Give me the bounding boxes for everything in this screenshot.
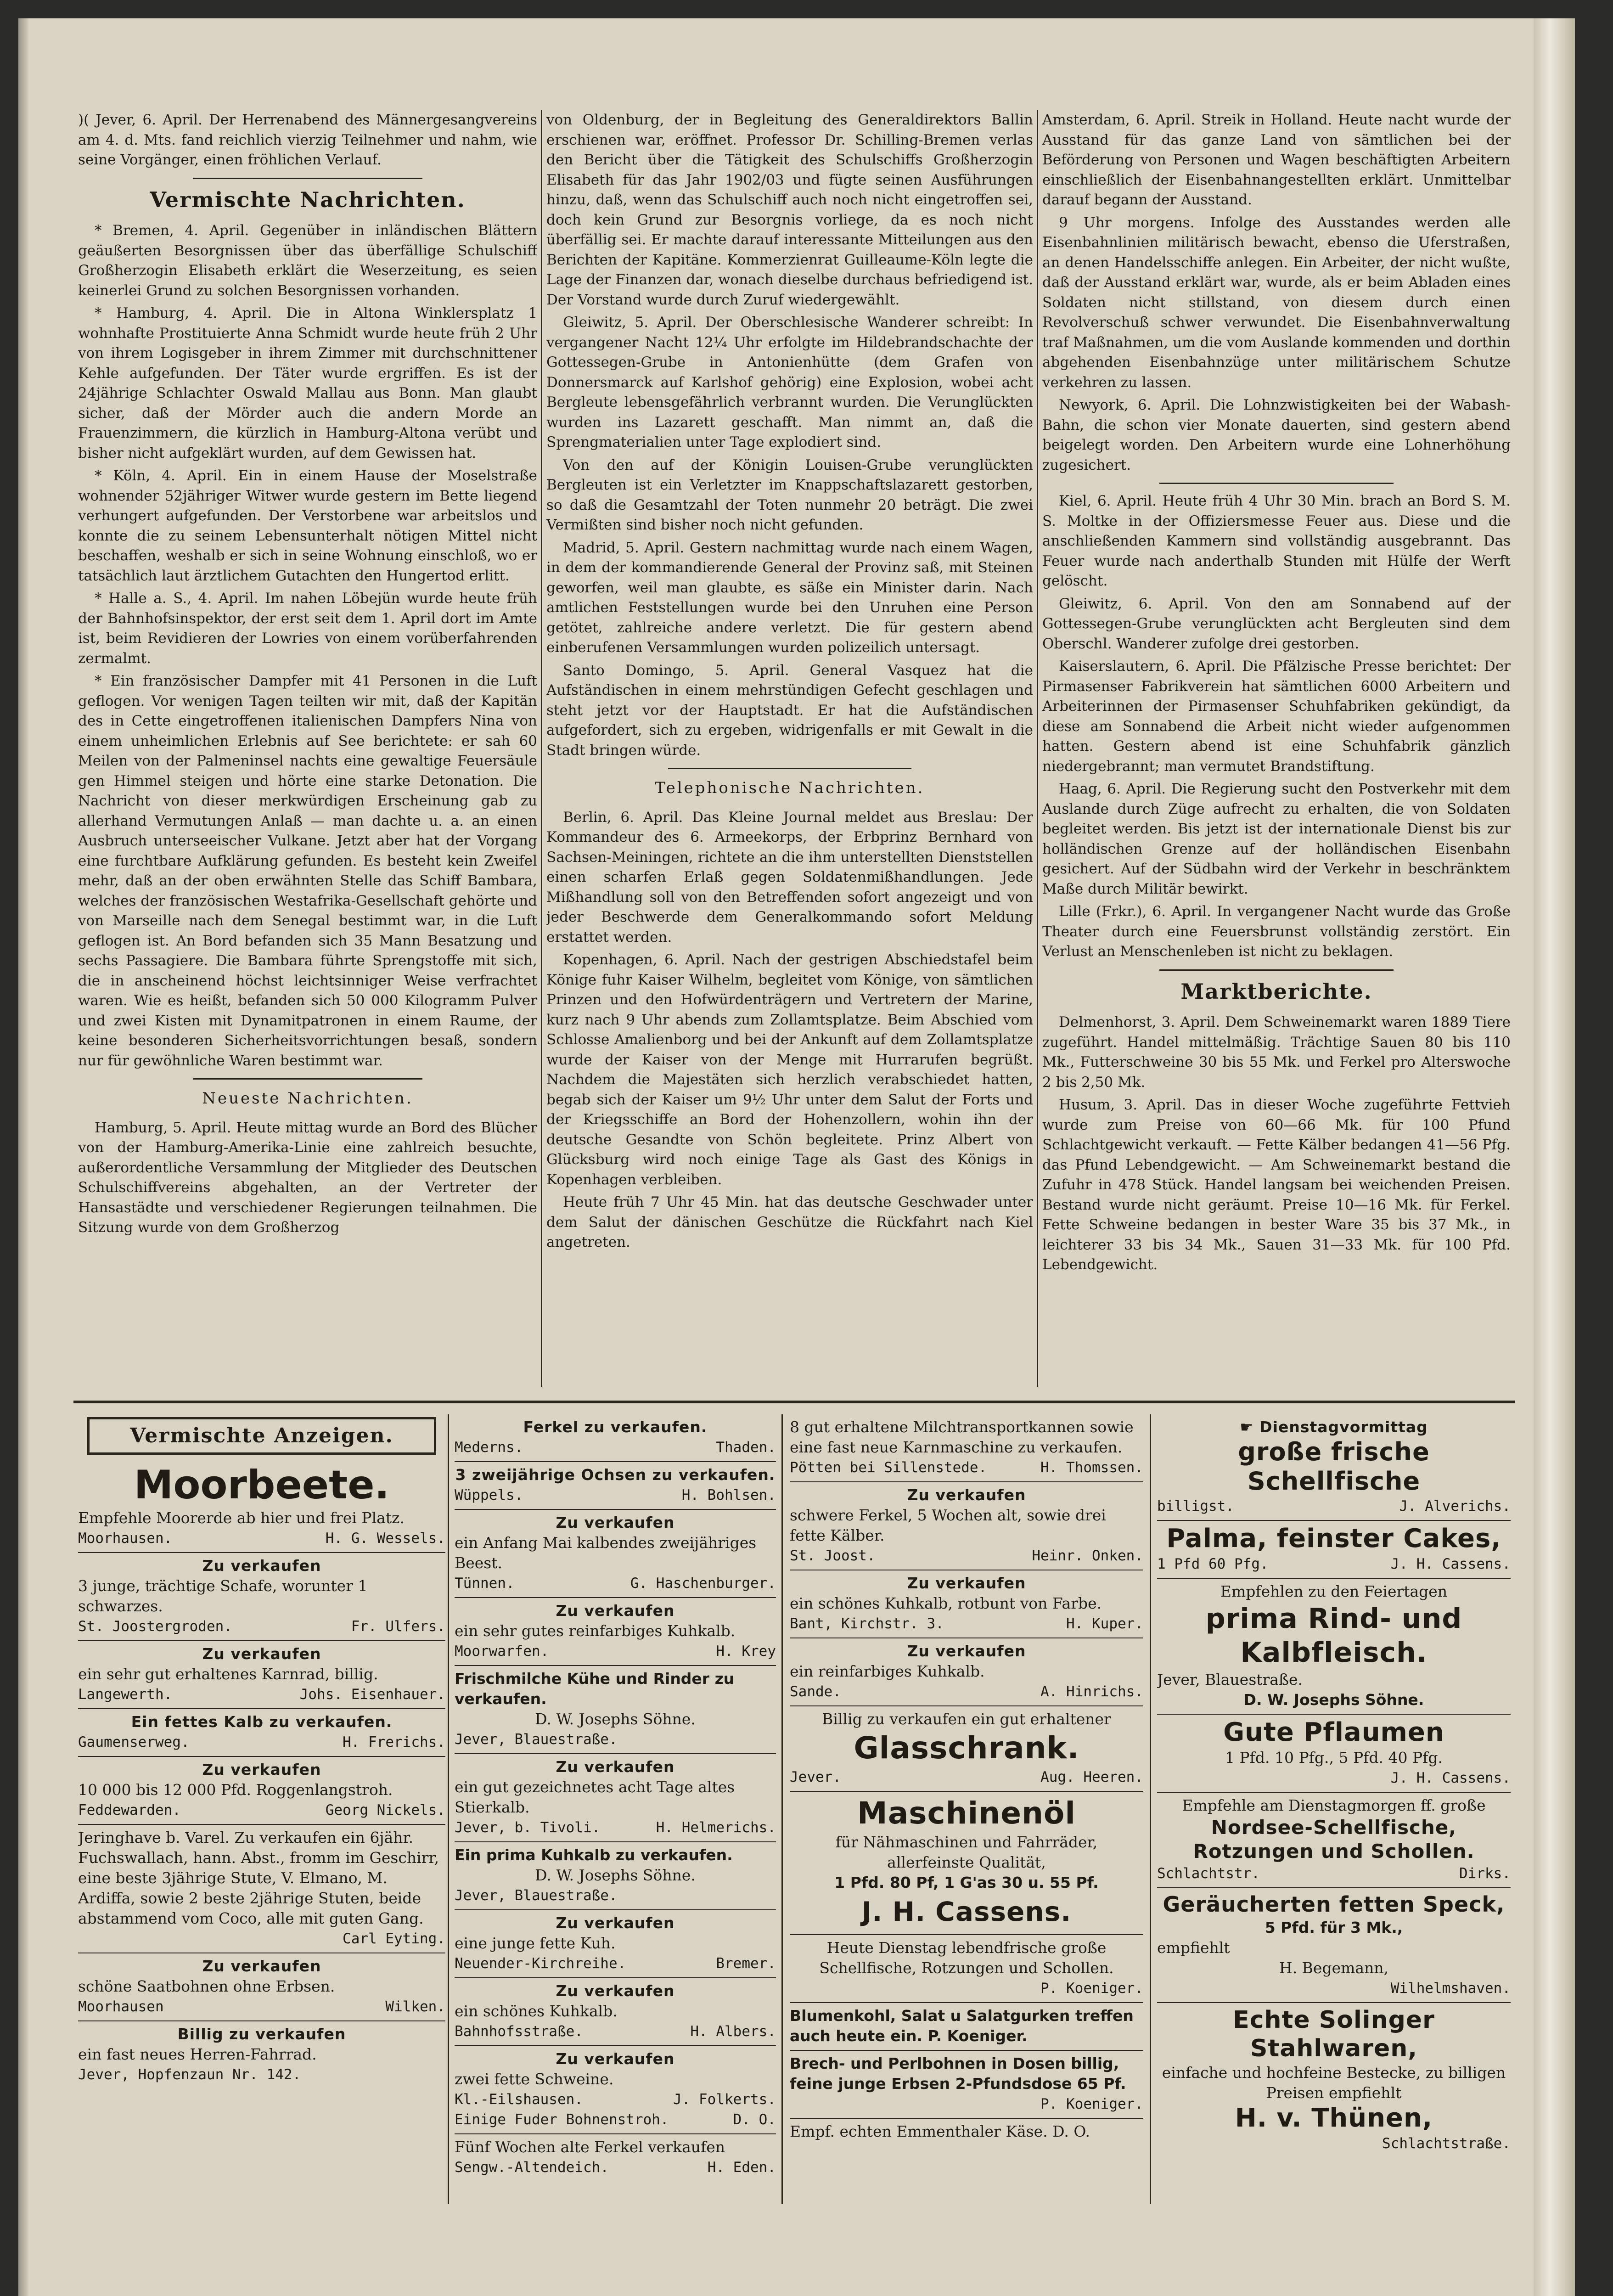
ad-signature: H. v. Thünen, xyxy=(1235,2103,1433,2133)
ad-heading: Zu verkaufen xyxy=(556,1982,675,2000)
ad-text: ein schönes Kuhkalb, rotbunt von Farbe. xyxy=(790,1594,1102,1612)
ad-heading: Zu verkaufen xyxy=(907,1486,1026,1504)
ad-moorbeete xyxy=(78,1459,445,1553)
ad-place: Kl.-Eilshausen. xyxy=(455,2091,583,2108)
ad-signature: H. Thomssen. xyxy=(1040,1459,1143,1476)
ad-blumenkohl xyxy=(790,2003,1143,2051)
ad-rule xyxy=(1150,1414,1151,2204)
article-husum: Husum, 3. April. Das in dieser Woche zugeführte Fettvieh wurde zum Preise von 60—66 Mk. für 100 Pfund Schlachtgewicht verkauft. — Fette Kälber bedangen 41—56 Pfg. das Pfund Lebendgewicht. — Am Schweinemarkt bestand die Zufuhr in 478 Stück. Handel langsam bei weichenden Preisen. Bestand wurde nicht geräumt. Preise 10—16 Mk. für Ferkel. Fette Schweine bedangen in bester Ware 35 bis 37 Mk., in leichterer 33 bis 34 Mk., Sauen 31—33 Mk. für 100 Pfd. Lebendgewicht. xyxy=(1042,1097,1511,1273)
ad-signature: H. Kuper. xyxy=(1066,1615,1143,1632)
ad-heading: Moorbeete. xyxy=(134,1462,390,1508)
ad-kuhkalb-2 xyxy=(455,1978,776,2046)
ad-text: Blumenkohl, Salat u Salatgurken treffen auch heute ein. P. Koeniger. xyxy=(790,2007,1134,2045)
ad-bohnen xyxy=(790,2051,1143,2119)
ad-signature: Georg Nickels. xyxy=(325,1802,445,1818)
ad-signature: H. Begemann, xyxy=(1279,1959,1389,1977)
ad-signature: J. H. Cassens. xyxy=(861,1896,1072,1927)
ad-text: ein Anfang Mai kalbendes zweijähriges Beest. xyxy=(455,1534,757,1572)
ad-text: für Nähmaschinen und Fahrräder, allerfeinste Qualität, xyxy=(835,1833,1098,1871)
ad-signature: A. Hinrichs. xyxy=(1040,1683,1143,1700)
ad-place: Mederns. xyxy=(455,1439,523,1456)
ad-roggenstroh xyxy=(78,1757,445,1825)
article-kaiserslautern: Kaiserslautern, 6. April. Die Pfälzische Presse berichtet: Der Pirmasenser Fabrikverein hat sämtlichen 6000 Arbeitern und Arbeiterinnen der Pirmasenser Schuhfabriken gekündigt, da diese am Sonnabend die Arbeit nicht wieder aufgenommen hatten. Gestern abend ist eine Schuhfabrik gänzlich niedergebrannt; man vermutet Brandstiftung. xyxy=(1042,658,1511,775)
ad-text: 3 junge, trächtige Schafe, worunter 1 schwarzes. xyxy=(78,1577,368,1615)
article-bremen: * Bremen, 4. April. Gegenüber in inländischen Blättern geäußerten Besorgnissen über das überfällige Schulschiff Großherzogin Elisabeth erklärt die Weserzeitung, es seien keinerlei Grund zu solchen Besorgnissen vorhanden. xyxy=(78,222,537,299)
ad-heading: Zu verkaufen xyxy=(556,2050,675,2068)
ad-speck xyxy=(1157,1888,1511,2003)
ad-signature: Carl Eyting. xyxy=(343,1930,445,1947)
ad-ferkel-kaelber xyxy=(790,1482,1143,1570)
ad-signature: J. Folkerts. xyxy=(673,2091,776,2108)
ads-column-1 xyxy=(78,1414,445,2204)
ad-text: ein sehr gut erhaltenes Karnrad, billig. xyxy=(78,1665,378,1683)
ad-heading: Zu verkaufen xyxy=(907,1574,1026,1592)
ad-place: Pötten bei Sillenstede. xyxy=(790,1459,987,1476)
ad-place: Neuender-Kirchreihe. xyxy=(455,1955,626,1972)
article-santo-domingo: Santo Domingo, 5. April. General Vasquez hat die Aufständischen in einem mehrstündigen Gefecht geschlagen und steht jetzt vor der Hauptstadt. Er hat die Aufständischen aufgefordert, sich zu ergeben, widrigenfalls er mit Gewalt in die Stadt bringen würde. xyxy=(546,662,1033,759)
ad-heading: Echte Solinger Stahlwaren, xyxy=(1233,2006,1435,2062)
ad-text: empfiehlt xyxy=(1157,1939,1230,1957)
ad-place: billigst. xyxy=(1157,1498,1234,1514)
ad-text: einfache und hochfeine Bestecke, zu billigen Preisen empfiehlt xyxy=(1162,2064,1506,2102)
ad-place: St. Joostergroden. xyxy=(78,1618,232,1635)
ad-schafe xyxy=(78,1553,445,1641)
ad-signature: J. Alverichs. xyxy=(1399,1498,1511,1514)
ad-maschinenoel xyxy=(790,1792,1143,1935)
ad-kuh xyxy=(455,1910,776,1978)
ad-heading: 3 zweijährige Ochsen zu verkaufen. xyxy=(455,1466,776,1484)
article-dampfer: * Ein französischer Dampfer mit 41 Personen in die Luft geflogen. Vor wenigen Tagen teilten wir mit, daß der Kapitän des in Cette eingetroffenen italienischen Dampfers Nina von einem unheimlichen Erlebnis auf See berichtete: er sah 60 Meilen von der Palmeninsel nachts eine gewaltige Feuersäule gen Himmel steigen und hörte eine starke Detonation. Die Nachricht von dieser merkwürdigen Erscheinung gab zu allerhand Vermutungen Anlaß — man dachte u. a. an einen Ausbruch unterseeischer Vulkane. Jetzt aber hat der Vorgang eine furchtbare Aufklärung gefunden. Es besteht kein Zweifel mehr, daß an der oben erwähnten Stelle das Schiff Bambara, welches der französischen Westafrika-Gesellschaft gehörte und von Marseille nach dem Senegal bestimmt war, in die Luft geflogen ist. An Bord befanden sich 35 Mann Besatzung und sechs Passagiere. Die Bambara führte Sprengstoffe mit sich, die in anscheinend höchst leichtsinniger Weise verfrachtet waren. Wie es heißt, befanden sich 50 000 Kilogramm Pulver und zwei Kisten mit Dynamitpatronen in einem Raume, der keine besonderen Sicherheitsvorrichtungen besaß, sondern nur für gewöhnliche Waren bestimmt war. xyxy=(78,673,537,1069)
ad-rule xyxy=(781,1414,783,2204)
section-title-vermischte: Vermischte Nachrichten. xyxy=(150,187,466,212)
ad-text: schöne Saatbohnen ohne Erbsen. xyxy=(78,1977,335,1995)
ad-place: Moorhausen xyxy=(78,1998,164,2015)
ad-schweine xyxy=(455,2046,776,2134)
divider xyxy=(1159,483,1394,484)
ad-text: ein schönes Kuhkalb. xyxy=(455,2002,618,2020)
ad-text: Jeringhave b. Varel. Zu verkaufen ein 6jähr. Fuchswallach, hann. Abst., fromm im Geschirr, eine beste 3jährige Stute, V. Elmano, M. Ardiffa, sowie 2 beste 2jährige Stuten, beide abstammend vom Coco, alle mit guten Gang. xyxy=(78,1829,439,1927)
ad-signature: P. Koeniger. xyxy=(1040,2096,1143,2112)
ad-heading: Ein fettes Kalb zu verkaufen. xyxy=(131,1713,393,1731)
ad-text: 10 000 bis 12 000 Pfd. Roggenlangstroh. xyxy=(78,1781,393,1799)
ad-place: Bahnhofsstraße. xyxy=(455,2023,583,2040)
ad-place: Wüppels. xyxy=(455,1487,523,1503)
ad-signature: J. H. Cassens. xyxy=(1390,1556,1511,1572)
ad-text: Empfehle Moorerde ab hier und frei Platz. xyxy=(78,1509,405,1527)
ad-signature: J. H. Cassens. xyxy=(1390,1770,1511,1786)
ad-place: St. Joost. xyxy=(790,1548,876,1564)
ad-signature: Wilken. xyxy=(385,1998,445,2015)
article-gleiwitz-2: Gleiwitz, 6. April. Von den am Sonnabend auf der Gottessegen-Grube verunglückten acht Bergleuten sind dem Oberschl. Wanderer zufolge drei gestorben. xyxy=(1042,595,1511,652)
ad-signature: H. Helmerichs. xyxy=(656,1819,776,1836)
ad-place: Sengw.-Altendeich. xyxy=(455,2159,609,2176)
page-edge xyxy=(1534,18,1575,2296)
ad-signature: H. Eden. xyxy=(707,2159,776,2176)
ad-text: ein gut gezeichnetes acht Tage altes Stierkalb. xyxy=(455,1778,735,1816)
ad-glasschrank xyxy=(790,1706,1143,1792)
ad-place: Tünnen. xyxy=(455,1575,515,1592)
column-rule xyxy=(541,110,542,1387)
ad-signature: H. Albers. xyxy=(690,2023,776,2040)
ad-place: Sande. xyxy=(790,1683,841,1700)
ad-prima-kuhkalb xyxy=(455,1842,776,1910)
ad-place: Jever, Blauestraße. xyxy=(455,1887,618,1904)
ad-signature: Johs. Eisenhauer. xyxy=(299,1686,445,1703)
ad-text: ein fast neues Herren-Fahrrad. xyxy=(78,2045,317,2063)
ad-heading: Palma, feinster Cakes, xyxy=(1166,1524,1501,1553)
article-louisen-grube: Von den auf der Königin Louisen-Grube verunglückten Bergleuten ist ein Verletzter im Knappschaftslazarett gestorben, so daß die Gesamtzahl der Toten nunmehr 20 beträgt. Die zwei Vermißten sind bisher noch nicht gefunden. xyxy=(546,456,1033,533)
ads-column-2 xyxy=(455,1414,776,2204)
ad-signature: Bremer. xyxy=(716,1955,776,1972)
ad-place: Moorwarfen. xyxy=(455,1643,549,1660)
article-oldenburg-cont: von Oldenburg, der in Begleitung des Generaldirektors Ballin erschienen war, eröffnet. Professor Dr. Schilling-Bremen verlas den Bericht über die Tätigkeit des Schulschiffs Großherzogin Elisabeth für das Jahr 1902/03 und fügte seinen Ausführungen hinzu, daß, wenn das Schulschiff auch noch nicht eingetroffen sei, doch kein Grund zur Besorgnis vorliege, da es noch nicht überfällig sei. Er machte darauf interessante Mitteilungen aus den Berichten der Kapitäne. Kommerzienrat Guilleaume-Köln legte die Lage der Finanzen dar, wonach dieselbe durchaus befriedigend ist. Der Vorstand wurde durch Zuruf wiedergewählt. xyxy=(546,112,1033,308)
article-halle: * Halle a. S., 4. April. Im nahen Löbejün wurde heute früh der Bahnhofsinspektor, der erst seit dem 1. April dort im Amte ist, beim Revidieren der Lowries von einem vorüberfahrenden zermalmt. xyxy=(78,590,537,667)
ad-kuhkalb-1 xyxy=(455,1598,776,1666)
ad-heading: Geräucherten fetten Speck, xyxy=(1163,1892,1505,1917)
article-jever: )( Jever, 6. April. Der Herrenabend des Männergesangvereins am 4. d. Mts. fand reichlich vierzig Teilnehmer und nahm, wie seine Vorgänger, einen fröhlichen Verlauf. xyxy=(78,112,537,168)
ads-column-4 xyxy=(1157,1414,1511,2204)
ad-heading: Zu verkaufen xyxy=(202,1761,321,1778)
ad-text: Ein prima Kuhkalb zu verkaufen. xyxy=(455,1846,733,1864)
ad-signature: D. O. xyxy=(733,2111,776,2128)
ad-signature: D. W. Josephs Söhne. xyxy=(1243,1691,1424,1709)
ad-heading: Maschinenöl xyxy=(857,1795,1076,1831)
column-rule xyxy=(1037,110,1038,1387)
ad-saatbohnen xyxy=(78,1953,445,2021)
ad-price: 5 Pfd. für 3 Mk., xyxy=(1265,1919,1403,1936)
divider xyxy=(193,178,422,179)
ad-place: Wilhelmshaven. xyxy=(1390,1980,1511,1997)
divider xyxy=(668,768,911,769)
ad-heading: Ferkel zu verkaufen. xyxy=(523,1418,708,1436)
ad-karnrad xyxy=(78,1641,445,1709)
ad-heading: Nordsee-Schellfische, Rotzungen und Schollen. xyxy=(1193,1816,1475,1863)
ad-palma xyxy=(1157,1521,1511,1579)
ad-place: Bant, Kirchstr. 3. xyxy=(790,1615,944,1632)
ad-heading: Zu verkaufen xyxy=(556,1758,675,1776)
ad-schellfische xyxy=(790,1935,1143,2003)
ad-text: Empfehlen zu den Feiertagen xyxy=(1220,1582,1448,1600)
ad-text: 1 Pfd. 10 Pfg., 5 Pfd. 40 Pfg. xyxy=(1225,1749,1443,1767)
ad-place: Jever, b. Tivoli. xyxy=(455,1819,601,1836)
ad-kalb xyxy=(78,1709,445,1757)
ad-milchkannen xyxy=(790,1414,1143,1482)
ad-heading: Zu verkaufen xyxy=(202,1957,321,1975)
ad-alverichs xyxy=(1157,1414,1511,1521)
ad-place: Jever, Hopfenzaun Nr. 142. xyxy=(78,2066,301,2083)
ad-stierkalb xyxy=(455,1754,776,1842)
divider xyxy=(193,1078,422,1080)
ad-pferde xyxy=(78,1825,445,1953)
ad-signature: Fr. Ulfers. xyxy=(351,1618,445,1635)
ad-heading: Zu verkaufen xyxy=(202,1557,321,1575)
ad-fahrrad xyxy=(78,2021,445,2088)
ad-price: 1 Pfd. 80 Pf, 1 G'as 30 u. 55 Pf. xyxy=(834,1874,1099,1891)
ad-beest xyxy=(455,1510,776,1598)
ad-fleisch xyxy=(1157,1579,1511,1715)
ad-text: Fünf Wochen alte Ferkel verkaufen xyxy=(455,2138,725,2156)
ad-text: Billig zu verkaufen ein gut erhaltener xyxy=(822,1710,1111,1728)
ad-pflaumen xyxy=(1157,1715,1511,1793)
ad-signature: Thaden. xyxy=(716,1439,776,1456)
ad-price: 1 Pfd 60 Pfg. xyxy=(1157,1556,1269,1572)
ad-text: ein sehr gutes reinfarbiges Kuhkalb. xyxy=(455,1622,736,1640)
article-delmenhorst: Delmenhorst, 3. April. Dem Schweinemarkt waren 1889 Tiere zugeführt. Handel mittelmäßig. Trächtige Sauen 80 bis 110 Mk., Futterschweine 30 bis 55 Mk. und Ferkel pro Alterswoche 2 bis 2,50 Mk. xyxy=(1042,1014,1511,1091)
ad-place: Jever. xyxy=(790,1769,841,1785)
article-kopenhagen: Kopenhagen, 6. April. Nach der gestrigen Abschiedstafel beim Könige fuhr Kaiser Wilhelm, begleitet vom Könige, von sämtlichen Prinzen und den Hofwürdenträgern und Vertretern der Marine, kurz nach 9 Uhr abends zum Zollamtsplatze. Beim Abschied vom Schlosse Amalienborg und bei der Ankunft auf dem Zollamtsplatze wurde der Kaiser von der Menge mit Hurrarufen begrüßt. Nachdem die Majestäten sich herzlich verabschiedet hatten, begab sich der Kaiser um 9½ Uhr unter dem Salut der Forts und der Kriegsschiffe an Bord der Hohenzollern, wohin ihn der deutsche Gesandte von Schön begleitete. Prinz Albert von Glücksburg wird noch einige Tage als Gast des Königs in Kopenhagen verbleiben. xyxy=(546,951,1033,1188)
ads-box-title: Vermischte Anzeigen. xyxy=(87,1417,436,1455)
ad-heading: große frische Schellfische xyxy=(1238,1437,1430,1496)
ad-nordsee xyxy=(1157,1793,1511,1888)
ad-heading: Gute Pflaumen xyxy=(1223,1717,1444,1747)
ads-column-3 xyxy=(790,1414,1143,2204)
ad-signature: G. Haschenburger. xyxy=(630,1575,776,1592)
ad-text: Frischmilche Kühe und Rinder zu verkaufen. xyxy=(455,1670,735,1708)
ad-text: Einige Fuder Bohnenstroh. xyxy=(455,2111,669,2128)
ad-rule xyxy=(448,1414,449,2204)
ad-heading: prima Rind- und Kalbfleisch. xyxy=(1205,1603,1462,1669)
ad-place: Feddewarden. xyxy=(78,1802,181,1818)
ad-signature: Heinr. Onken. xyxy=(1032,1548,1143,1564)
ad-text: ein reinfarbiges Kuhkalb. xyxy=(790,1662,985,1680)
ad-signature: H. Krey xyxy=(716,1643,776,1660)
ad-signature: Dirks. xyxy=(1459,1865,1511,1882)
column-3 xyxy=(1042,110,1511,1387)
section-title-markt: Marktberichte. xyxy=(1180,979,1372,1004)
article-amsterdam: Amsterdam, 6. April. Streik in Holland. Heute nacht wurde der Ausstand für das ganze Land von sämtlichen bei der Beförderung von Personen und Wagen beschäftigten Arbeitern einschließlich der Eisenbahnangestellten erklärt. Unmittelbar darauf begann der Ausstand. xyxy=(1042,112,1511,208)
ad-place: Schlachtstraße. xyxy=(1382,2135,1511,2152)
ad-topline xyxy=(1157,1417,1511,1437)
article-koeln: * Köln, 4. April. Ein in einem Hause der Moselstraße wohnender 52jähriger Witwer wurde gestern im Bette liegend verhungert aufgefunden. Der Verstorbene war arbeitslos und konnte die zu seinem Lebensunterhalt nötigen Mittel nicht beschaffen, weshalb er sich in seine Wohnung einschloß, wo er tatsächlich laut ärztlichem Gutachten den Hungertod erlitt. xyxy=(78,467,537,584)
article-amsterdam-9uhr: 9 Uhr morgens. Infolge des Ausstandes werden alle Eisenbahnlinien militärisch bewacht, ebenso die Uferstraßen, an denen Handelsschiffe anlegen. Ein Arbeiter, der nicht wußte, daß der Ausstand erklärt war, wurde, als er beim Abladen eines Soldaten nicht stillstand, von diesem durch einen Revolverschuß schwer verwundet. Die Eisenbahnverwaltung traf Maßnahmen, um die vom Auslande kommenden und dorthin abgehenden Eisenbahnzüge unter militärischem Schutze verkehren zu lassen. xyxy=(1042,214,1511,391)
ad-place: Moorhausen. xyxy=(78,1530,173,1547)
ad-signature: D. W. Josephs Söhne. xyxy=(535,1866,696,1884)
article-haag: Haag, 6. April. Die Regierung sucht den Postverkehr mit dem Auslande durch Züge aufrecht zu erhalten, die von Soldaten begleitet werden. Bis jetzt ist der internationale Dienst bis zur holländischen Grenze auf der holländischen Eisenbahn gesichert. Auf der Südbahn wird der Verkehr in beschränktem Maße durch Militär bewirkt. xyxy=(1042,781,1511,897)
ad-text: Empf. echten Emmenthaler Käse. D. O. xyxy=(790,2122,1090,2140)
ad-text: Heute Dienstag lebendfrische große Schellfische, Rotzungen und Schollen. xyxy=(819,1939,1114,1977)
column-2 xyxy=(546,110,1033,1387)
article-lille: Lille (Frkr.), 6. April. In vergangener Nacht wurde das Große Theater durch eine Feuersbrunst vollständig zerstört. Ein Verlust an Menschenleben ist nicht zu beklagen. xyxy=(1042,903,1511,960)
ad-heading: Glasschrank. xyxy=(854,1730,1079,1766)
ad-text: Brech- und Perlbohnen in Dosen billig, feine junge Erbsen 2-Pfundsdose 65 Pf. xyxy=(790,2054,1126,2093)
ad-signature: H. G. Wessels. xyxy=(325,1530,445,1547)
article-hamburg-schulschiff: Hamburg, 5. April. Heute mittag wurde an Bord des Blücher von der Hamburg-Amerika-Linie eine zahlreich besuchte, außerordentliche Versammlung der Mitglieder des Deutschen Schulschiffvereins abgehalten, an der Vertreter der Hansastädte und verschiedener Regierungen teilnahmen. Die Sitzung wurde von dem Großherzog xyxy=(78,1119,537,1236)
ad-signature: H. Bohlsen. xyxy=(681,1487,776,1503)
ad-kaese xyxy=(790,2119,1143,2145)
newspaper-page xyxy=(18,18,1575,2296)
ad-solinger xyxy=(1157,2003,1511,2157)
ad-signature: H. Frerichs. xyxy=(343,1734,445,1750)
article-kiel: Kiel, 6. April. Heute früh 4 Uhr 30 Min. brach an Bord S. M. S. Moltke in der Offiziersmesse Feuer aus. Diese und die anschließenden Kammern sind vollständig ausgebrannt. Das Feuer wurde nach anderthalb Stunden mit Hülfe der Werft gelöscht. xyxy=(1042,493,1511,589)
ad-text: schwere Ferkel, 5 Wochen alt, sowie drei fette Kälber. xyxy=(790,1506,1106,1544)
article-gleiwitz: Gleiwitz, 5. April. Der Oberschlesische Wanderer schreibt: In vergangener Nacht 12¼ Uhr erfolgte im Hildebrandschachte der Gottessegen-Grube in Antonienhütte (dem Grafen von Donnersmarck auf Karlshof gehörig) eine Explosion, wobei acht Bergleute lebensgefährlich verbrannt wurden. Die Verunglückten wurden ins Lazarett geschafft. Man nimmt an, daß die Sprengmaterialien unter Tage explodiert sind. xyxy=(546,314,1033,450)
ad-signature: P. Koeniger. xyxy=(1040,1980,1143,1997)
hand-pointer-icon: ☛ xyxy=(1240,1418,1260,1436)
ad-place: Langewerth. xyxy=(78,1686,173,1703)
ad-heading: Zu verkaufen xyxy=(556,1602,675,1620)
divider xyxy=(1159,969,1394,971)
ad-signature: Aug. Heeren. xyxy=(1040,1769,1143,1785)
ad-place: Schlachtstr. xyxy=(1157,1865,1260,1882)
article-madrid: Madrid, 5. April. Gestern nachmittag wurde nach einem Wagen, in dem der kommandierende General der Provinz saß, mit Steinen geworfen, weil man glaubte, es säße ein Minister darin. Nach amtlichen Feststellungen wurde bei den Unruhen eine Person getötet, zahlreiche andere verletzt. Die für gestern abend einberufenen Versammlungen wurden polizeilich untersagt. xyxy=(546,539,1033,656)
ad-heading: Zu verkaufen xyxy=(202,1645,321,1663)
ad-topline-text: Dienstagvormittag xyxy=(1259,1418,1428,1436)
ad-place: Jever, Blauestraße. xyxy=(455,1731,618,1748)
ad-kuhkalb-rotbunt xyxy=(790,1570,1143,1638)
ad-place: Jever, Blauestraße. xyxy=(1157,1671,1303,1688)
ad-text: zwei fette Schweine. xyxy=(455,2070,614,2088)
ads-separator xyxy=(73,1401,1515,1403)
ad-text: Empfehle am Dienstagmorgen ff. große xyxy=(1182,1796,1486,1814)
ad-ochsen xyxy=(455,1462,776,1510)
article-hamburg: * Hamburg, 4. April. Die in Altona Winklersplatz 1 wohnhafte Prostituierte Anna Schmidt wurde heute früh 2 Uhr von ihrem Logisgeber in ihrem Zimmer mit durchschnittener Kehle aufgefunden. Der Täter wurde ergriffen. Es ist der 24jährige Schlachter Oswald Mallau aus Bonn. Man glaubt sicher, daß der Mörder auch die andern Morde an Frauenzimmern, die kürzlich in Hamburg-Altona verübt und bisher nicht aufgeklärt wurden, auf dem Gewissen hat. xyxy=(78,305,537,461)
article-berlin: Berlin, 6. April. Das Kleine Journal meldet aus Breslau: Der Kommandeur des 6. Armeekorps, der Erbprinz Bernhard von Sachsen-Meiningen, richtete an die ihm unterstellten Dienststellen einen scharfen Erlaß gegen Soldatenmißhandlungen. Jede Mißhandlung soll von den Betreffenden sofort angezeigt und von jeder Beschwerde dem Generalkommando sofort Meldung erstattet werden. xyxy=(546,809,1033,945)
ad-signature: D. W. Josephs Söhne. xyxy=(535,1710,696,1728)
section-title-telephonische: Telephonische Nachrichten. xyxy=(655,779,925,797)
section-title-neueste: Neueste Nachrichten. xyxy=(202,1089,413,1108)
ad-text: eine junge fette Kuh. xyxy=(455,1934,616,1952)
ad-heading: Zu verkaufen xyxy=(907,1642,1026,1660)
ad-place: Gaumenserweg. xyxy=(78,1734,190,1750)
binding-gutter xyxy=(18,18,28,2296)
ad-text: 8 gut erhaltene Milchtransportkannen sowie eine fast neue Karnmaschine zu verkaufen. xyxy=(790,1418,1134,1456)
ad-heading: Zu verkaufen xyxy=(556,1514,675,1531)
article-geschwader: Heute früh 7 Uhr 45 Min. hat das deutsche Geschwader unter dem Salut der dänischen Geschütze die Rückfahrt nach Kiel angetreten. xyxy=(546,1194,1033,1250)
ad-kuehe xyxy=(455,1666,776,1754)
ad-kuhkalb-sande xyxy=(790,1638,1143,1706)
column-1 xyxy=(78,110,537,1387)
ad-ferkel xyxy=(455,1414,776,1462)
ad-ferkel-2 xyxy=(455,2134,776,2181)
ad-heading: Billig zu verkaufen xyxy=(177,2025,346,2043)
article-newyork: Newyork, 6. April. Die Lohnzwistigkeiten bei der Wabash-Bahn, die schon vier Monate dauerten, sind gestern abend beigelegt worden. Den Arbeitern wurde eine Lohnerhöhung zugesichert. xyxy=(1042,397,1511,473)
ad-heading: Zu verkaufen xyxy=(556,1914,675,1932)
